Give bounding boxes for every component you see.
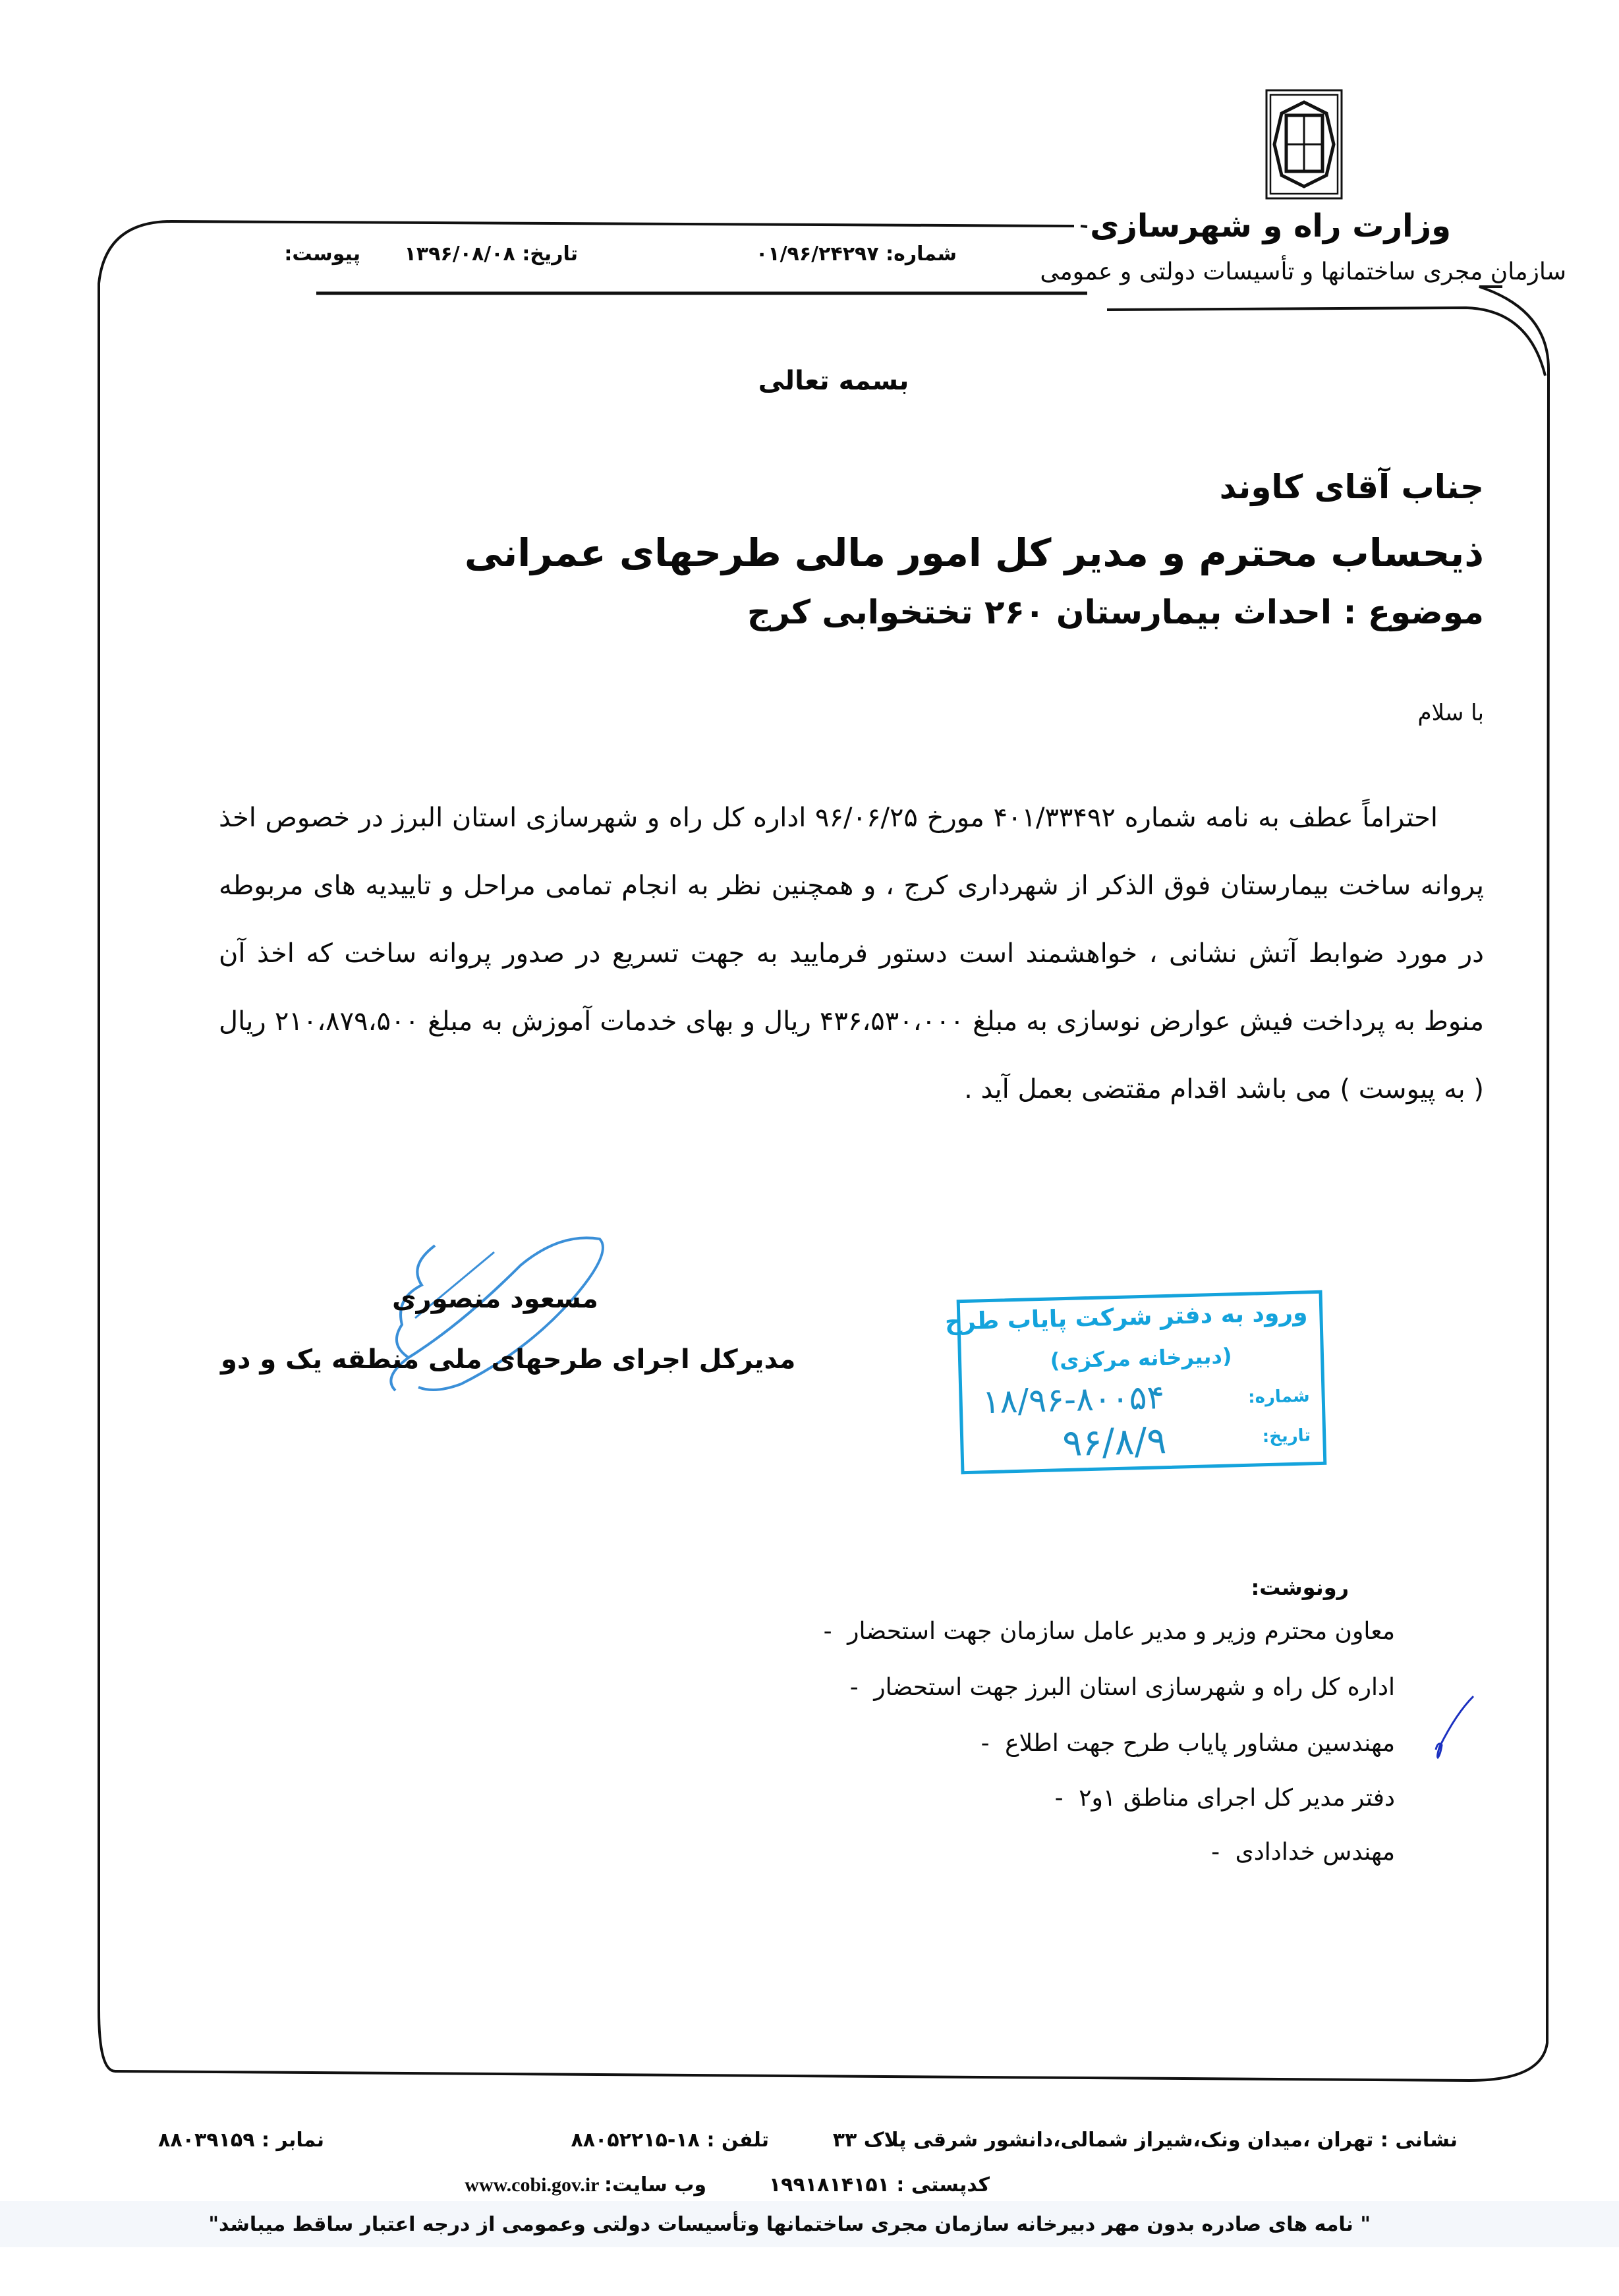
recipient-name: جناب آقای کاوند [1219, 468, 1484, 506]
letter-date-label: تاریخ: [522, 243, 578, 266]
cc-item-text: اداره کل راه و شهرسازی استان البرز جهت استحضار [874, 1674, 1395, 1701]
letter-body [219, 784, 1484, 1124]
footer-website-label: وب سایت: [604, 2173, 706, 2196]
cc-item [1167, 1839, 1395, 1866]
footer-postal-code: کدپستی : ۱۹۹۱۸۱۴۱۵۱ [768, 2173, 990, 2196]
received-stamp [944, 1290, 1327, 1474]
bullet-dash: - [980, 1730, 990, 1757]
stamp-department: (دبیرخانه مرکزی) [1050, 1343, 1232, 1373]
signatory-name: مسعود منصوری [392, 1284, 598, 1314]
cc-item [805, 1674, 1395, 1701]
footer-fax: نمابر : ۸۸۰۳۹۱۵۹ [158, 2129, 324, 2152]
letter-body-text: احتراماً عطف به نامه شماره ۴۰۱/۳۳۴۹۲ مورخ ۹۶/۰۶/۲۵ اداره کل راه و شهرسازی استان البرز در خصوص اخذ پروانه ساخت بیمارستان فوق الذکر از شهرداری کرج ، و همچنین نظر به انجام تمامی مراحل و تاییدیه های مربوطه در مورد ضوابط آتش نشانی ، خواهشمند است دستور فرمایید به جهت تسریع در صدور پروانه ساخت که اخذ آن منوط به پرداخت فیش عوارض نوسازی به مبلغ ۴۳۶،۵۳۰،۰۰۰ ریال و بهای خدمات آموزش به مبلغ ۲۱۰،۸۷۹،۵۰۰ ریال ( به پیوست ) می باشد اقدام مقتضی بعمل آید . [219, 803, 1485, 1105]
stamp-number-label: شماره: [1247, 1386, 1311, 1408]
cc-item [936, 1730, 1395, 1757]
stamp-number-value: ۱۸/۹۶-۸۰۰۵۴ [981, 1378, 1165, 1421]
letter-date-value: ۱۳۹۶/۰۸/۰۸ [404, 243, 515, 266]
basmala-heading: بسمه تعالی [758, 366, 909, 396]
stamp-date-label: تاریخ: [1262, 1425, 1311, 1447]
greeting: با سلام [1417, 700, 1484, 726]
stamp-company: ورود به دفتر شرکت پایاب طرح [944, 1299, 1308, 1336]
letter-number [756, 243, 957, 266]
cc-item [1010, 1785, 1395, 1812]
handwritten-check-icon [1430, 1694, 1476, 1760]
attachment-label: پیوست: [284, 243, 360, 266]
cc-item-text: مهندسین مشاور پایاب طرح جهت اطلاع [1005, 1730, 1395, 1757]
bullet-dash: - [1211, 1839, 1220, 1866]
footer-address: نشانی : تهران ،میدان ونک،شیراز شمالی،دانشور شرقی پلاک ۳۳ [832, 2129, 1458, 2152]
cc-item-text: معاون محترم وزیر و مدیر عامل سازمان جهت استحضار [847, 1618, 1395, 1645]
footer-website [465, 2173, 706, 2196]
bullet-dash: - [1054, 1785, 1064, 1812]
cc-item-text: مهندس خدادادی [1235, 1839, 1395, 1866]
organization-name: سازمان مجری ساختمانها و تأسیسات دولتی و عمومی [1040, 258, 1566, 285]
ministry-emblem-icon [1265, 89, 1343, 200]
ministry-name: وزارت راه و شهرسازی [1090, 208, 1451, 244]
footer-phone: تلفن : ۱۸-۸۸۰۵۲۲۱۵ [571, 2129, 769, 2152]
footer-website-link[interactable]: www.cobi.gov.ir [465, 2174, 600, 2196]
recipient-title: ذیحساب محترم و مدیر کل امور مالی طرحهای عمرانی [464, 531, 1484, 575]
letter-subject: موضوع : احداث بیمارستان ۲۶۰ تختخوابی کرج [747, 593, 1484, 631]
letter-date [404, 243, 578, 266]
letter-number-value: ۰۱/۹۶/۲۴۲۹۷ [755, 243, 879, 266]
footer-disclaimer: " نامه های صادره بدون مهر دبیرخانه سازمان مجری ساختمانها وتأسیسات دولتی وعمومی از درجه اعتبار ساقط میباشد" [208, 2213, 1371, 2236]
cc-title: رونوشت: [1251, 1575, 1349, 1600]
bullet-dash: - [823, 1618, 832, 1645]
bullet-dash: - [849, 1674, 859, 1701]
cc-item-text: دفتر مدیر کل اجرای مناطق ۱و۲ [1079, 1785, 1395, 1812]
stamp-date-value: ۹۶/۸/۹ [1062, 1420, 1168, 1466]
signatory-title: مدیرکل اجرای طرحهای ملی منطقه یک و دو [221, 1344, 796, 1375]
cc-item [779, 1618, 1395, 1645]
letter-number-label: شماره: [886, 243, 957, 266]
